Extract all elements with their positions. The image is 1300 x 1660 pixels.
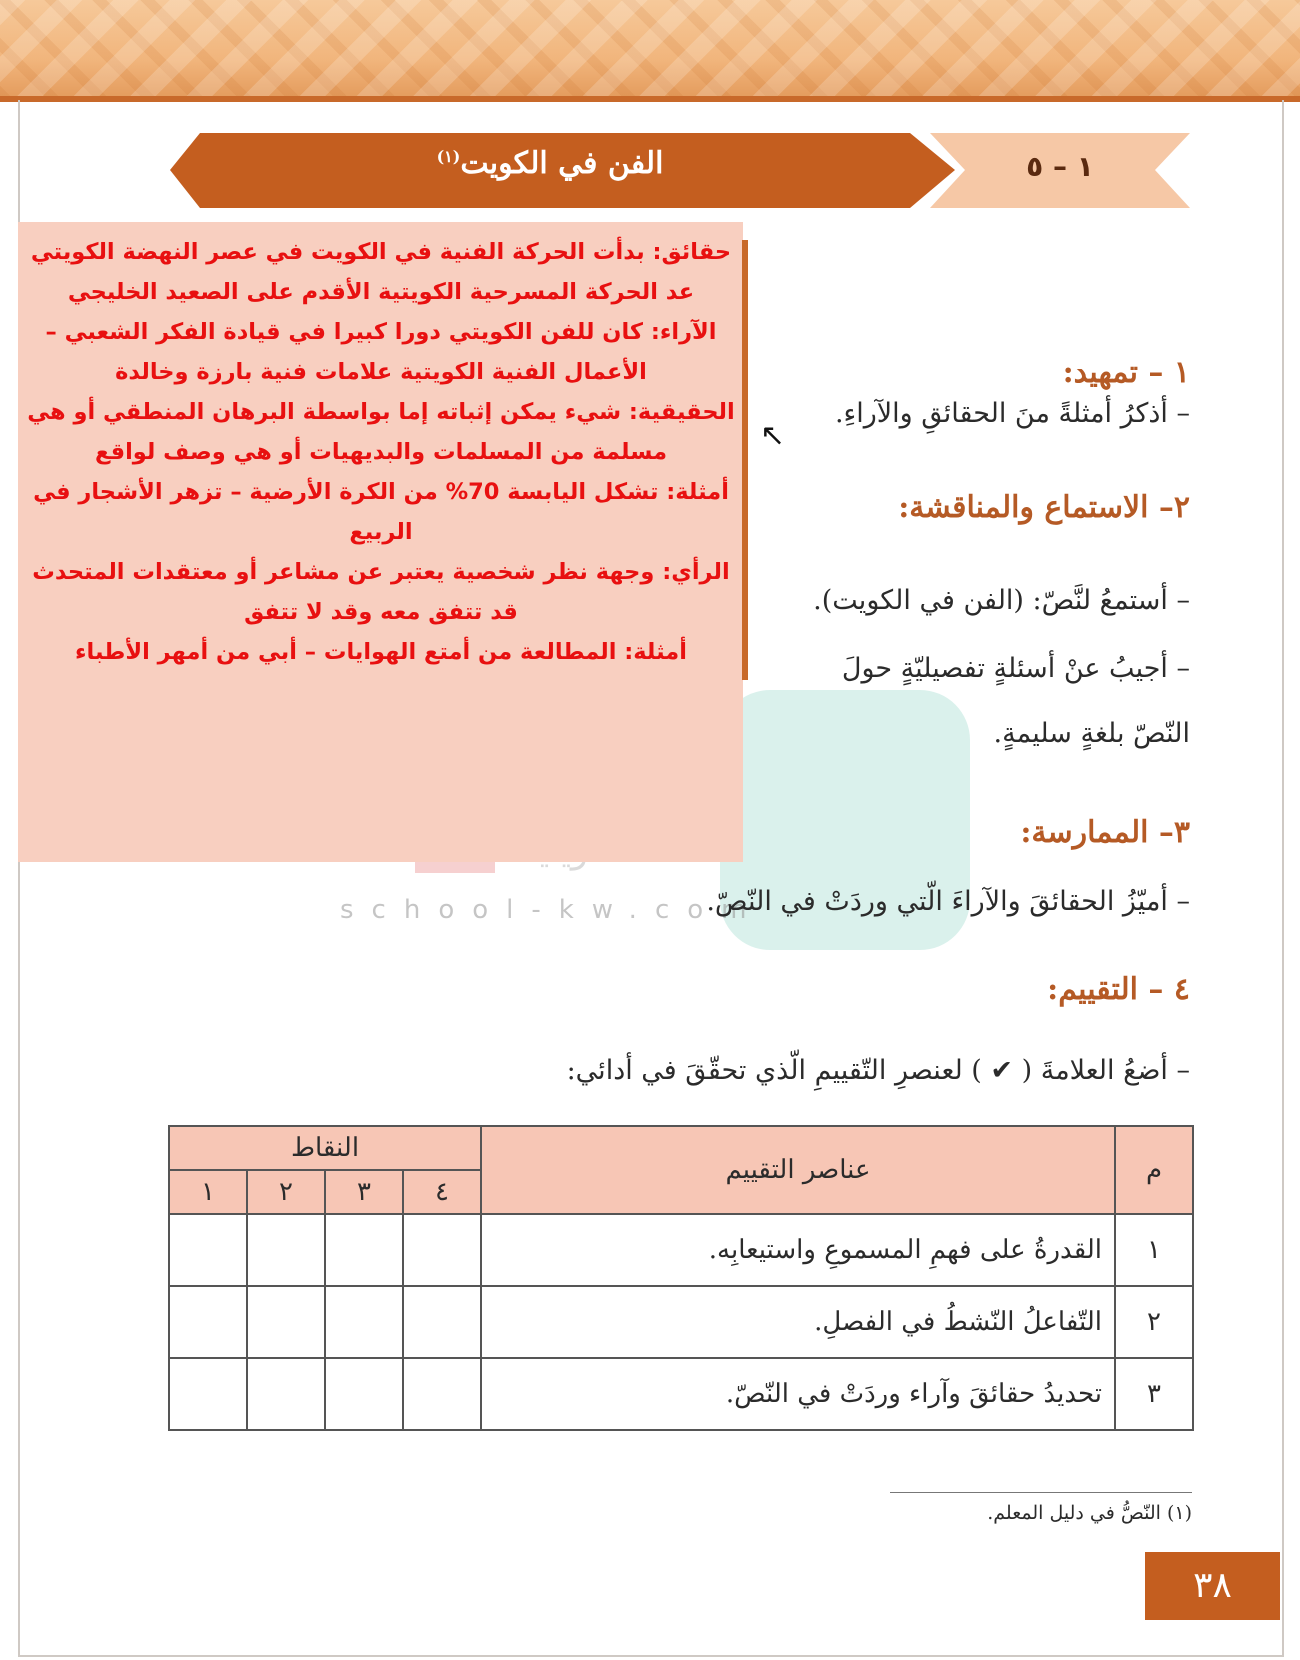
note-edge xyxy=(742,240,748,680)
points-header: ٤ xyxy=(403,1170,481,1214)
score-cell[interactable] xyxy=(325,1358,403,1430)
table-row xyxy=(169,1286,1193,1358)
note-line-opinion-definition: الرأي: وجهة نظر شخصية يعتبر عن مشاعر أو معتقدات المتحدث قد تتفق معه وقد لا تتفق xyxy=(32,559,730,625)
section-4-item: – أضعُ العلامةَ ( ✔ ) لعنصرِ التّقييمِ الّذي تحقّقَ في أدائي: xyxy=(566,1055,1190,1086)
note-line-facts: حقائق: بدأت الحركة الفنية في الكويت في عصر النهضة الكويتي عد الحركة المسرحية الكويتية الأقدم على الصعيد الخليجي xyxy=(30,239,732,305)
lesson-title: الفن في الكويت$^{(١)}$ xyxy=(436,146,664,181)
row-criterion: التّفاعلُ النّشطُ في الفصلِ. xyxy=(481,1286,1115,1358)
score-cell[interactable] xyxy=(169,1214,247,1286)
points-header: ٣ xyxy=(325,1170,403,1214)
points-header: ١ xyxy=(169,1170,247,1214)
section-2-item-2b: النّصّ بلغةٍ سليمةٍ. xyxy=(993,718,1190,749)
note-line-fact-definition: الحقيقية: شيء يمكن إثباته إما بواسطة البرهان المنطقي أو هي مسلمة من المسلمات والبديهيات أو هي وصف لواقع xyxy=(27,399,735,465)
lesson-number: ١ – ٥ xyxy=(1026,150,1094,183)
row-criterion: القدرةُ على فهمِ المسموعِ واستيعابِه. xyxy=(481,1214,1115,1286)
score-cell[interactable] xyxy=(403,1214,481,1286)
table-row xyxy=(169,1358,1193,1430)
section-2-item-2a: – أجيبُ عنْ أسئلةٍ تفصيليّةٍ حولَ xyxy=(841,653,1190,684)
score-cell[interactable] xyxy=(403,1286,481,1358)
row-index: ١ xyxy=(1115,1214,1193,1286)
score-cell[interactable] xyxy=(247,1286,325,1358)
score-cell[interactable] xyxy=(325,1286,403,1358)
note-line-opinion-examples: أمثلة: المطالعة من أمتع الهوايات – أبي من أمهر الأطباء xyxy=(75,639,687,665)
score-cell[interactable] xyxy=(325,1214,403,1286)
row-criterion: تحديدُ حقائقَ وآراء وردَتْ في النّصّ. xyxy=(481,1358,1115,1430)
section-1-item: – أذكرُ أمثلةً منَ الحقائقِ والآراءِ. xyxy=(834,398,1190,429)
cursor-arrow-icon: ↖ xyxy=(760,418,786,453)
score-cell[interactable] xyxy=(169,1286,247,1358)
score-cell[interactable] xyxy=(247,1214,325,1286)
note-line-fact-examples: أمثلة: تشكل اليابسة 70% من الكرة الأرضية – تزهر الأشجار في الربيع xyxy=(33,479,729,545)
col-points-header: النقاط xyxy=(169,1126,481,1170)
score-cell[interactable] xyxy=(169,1358,247,1430)
section-2-heading: ٢– الاستماع والمناقشة: xyxy=(898,490,1190,525)
table-row xyxy=(169,1214,1193,1286)
evaluation-table xyxy=(168,1125,1194,1431)
teacher-note-text xyxy=(26,232,736,672)
section-3-heading: ٣– الممارسة: xyxy=(1020,815,1190,850)
col-index-header: م xyxy=(1115,1126,1193,1214)
section-3-item: – أميّزُ الحقائقَ والآراءَ الّتي وردَتْ في النّصّ. xyxy=(706,886,1190,917)
col-criteria-header: عناصر التقييم xyxy=(481,1126,1115,1214)
score-cell[interactable] xyxy=(247,1358,325,1430)
points-header: ٢ xyxy=(247,1170,325,1214)
footnote-divider xyxy=(890,1492,1192,1493)
watermark-url: school-kw.com xyxy=(340,895,765,925)
section-1-heading: ١ – تمهيد: xyxy=(1062,355,1190,390)
row-index: ٣ xyxy=(1115,1358,1193,1430)
row-index: ٢ xyxy=(1115,1286,1193,1358)
decorative-banner xyxy=(0,0,1300,100)
note-line-opinions: الآراء: كان للفن الكويتي دورا كبيرا في قيادة الفكر الشعبي – الأعمال الفنية الكويتية علامات فنية بارزة وخالدة xyxy=(45,319,717,385)
footnote: (١) النّصُّ في دليل المعلم. xyxy=(987,1502,1192,1524)
section-2-item-1: – أستمعُ لنَّصّ: (الفن في الكويت). xyxy=(813,585,1190,616)
page-number: ٣٨ xyxy=(1145,1552,1280,1620)
score-cell[interactable] xyxy=(403,1358,481,1430)
section-4-heading: ٤ – التقييم: xyxy=(1047,972,1190,1007)
